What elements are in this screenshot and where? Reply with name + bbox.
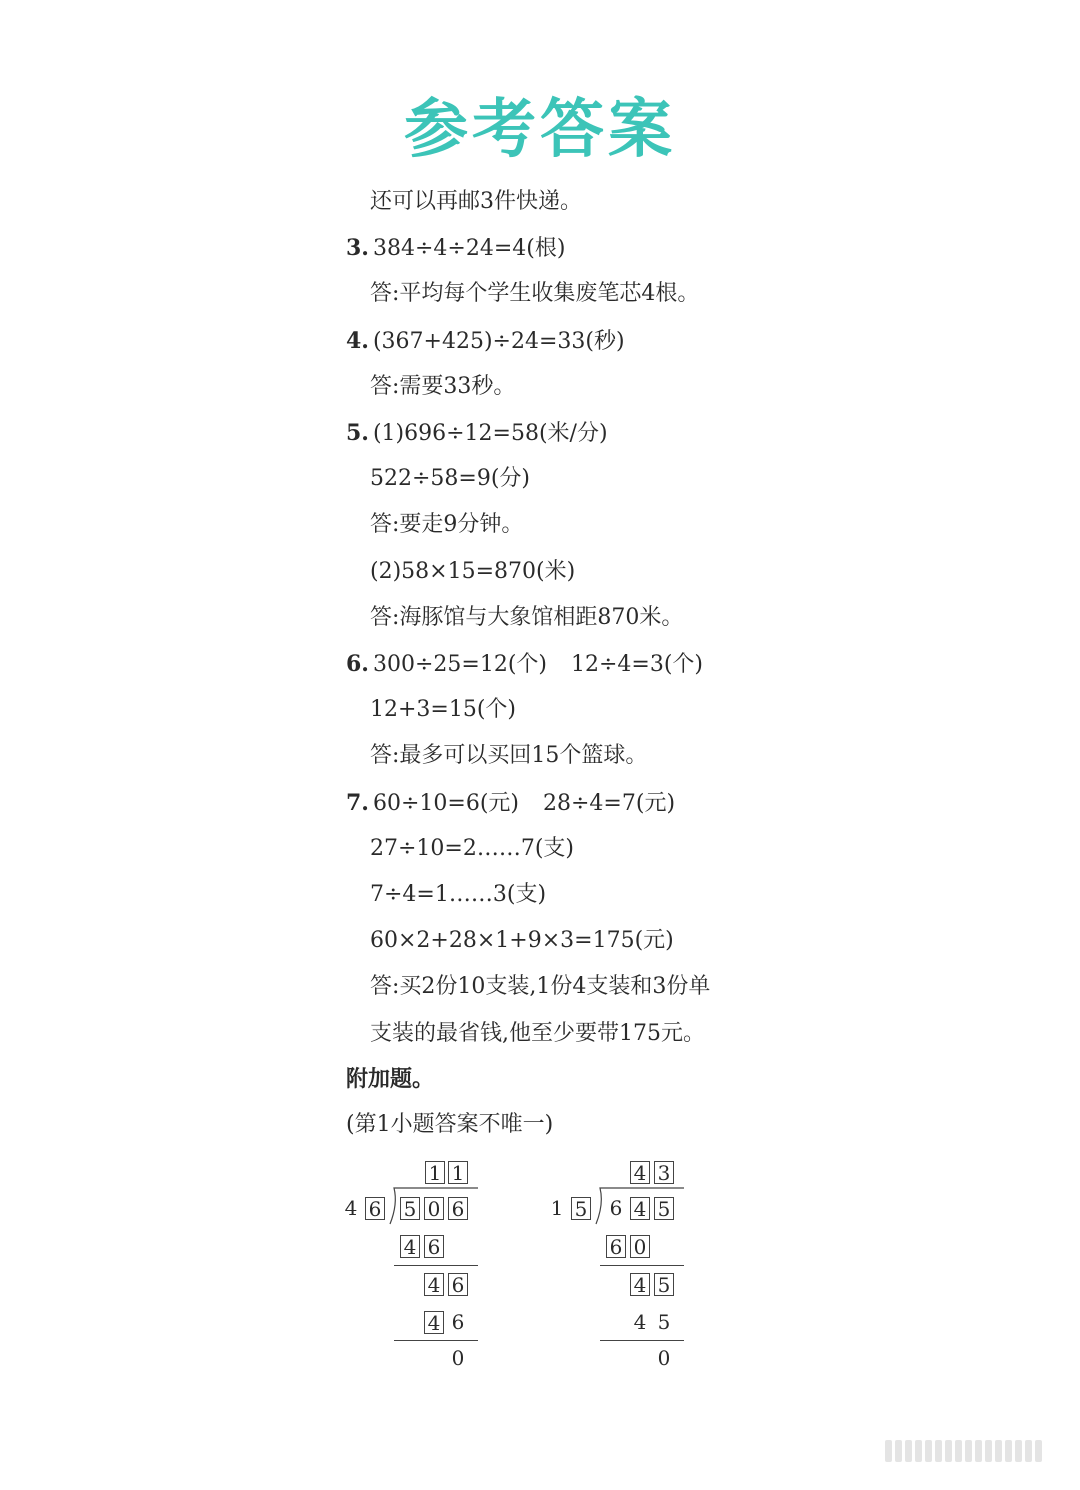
answer-text-second: 28÷4=7(元) (543, 791, 676, 816)
division-line (394, 1265, 478, 1266)
product-digit-box: 4 (424, 1311, 444, 1334)
answer-text: 60×2+28×1+9×3=175(元) (370, 928, 674, 953)
answer-line (370, 880, 546, 910)
answer-line (346, 649, 703, 680)
answer-text: (367+425)÷24=33(秒) (372, 329, 625, 354)
answer-text-second: 12÷4=3(个) (570, 652, 704, 677)
division-line (600, 1340, 684, 1341)
answer-line (370, 279, 699, 309)
answer-text: (1)696÷12=58(米/分) (372, 421, 608, 446)
question-number: 5. (346, 420, 369, 446)
final-remainder: 0 (657, 1346, 671, 1370)
final-remainder: 0 (451, 1346, 465, 1370)
answer-line (346, 418, 608, 449)
divisor-digit-box: 6 (365, 1197, 385, 1220)
remainder-digit-box: 6 (448, 1273, 468, 1296)
quotient-digit-box: 4 (630, 1161, 650, 1184)
page-title: 参考答案 (404, 93, 676, 167)
dividend-digit: 6 (609, 1196, 623, 1220)
divisor-digit: 4 (344, 1196, 358, 1220)
answer-text: 还可以再邮3件快递。 (370, 189, 582, 214)
remainder-digit-box: 4 (424, 1273, 444, 1296)
quotient-digit-box: 1 (425, 1161, 445, 1184)
product-digit-box: 6 (606, 1235, 626, 1258)
answer-text: 答:要走9分钟。 (370, 512, 524, 537)
dividend-digit-box: 0 (424, 1197, 444, 1220)
answer-text: 答:需要33秒。 (370, 374, 516, 399)
extra-heading: 附加题。 (346, 1066, 435, 1092)
question-number: 7. (346, 790, 369, 816)
answer-line (370, 557, 575, 587)
product-digit-box: 4 (400, 1235, 420, 1258)
answer-line (346, 233, 565, 264)
answer-line (370, 464, 530, 494)
answer-line (370, 372, 515, 402)
answer-line (370, 603, 683, 633)
answer-text: 384÷4÷24=4(根) (372, 236, 566, 261)
answer-text: 12+3=15(个) (370, 697, 517, 722)
answer-line (370, 187, 582, 217)
answer-text: 300÷25=12(个) (372, 652, 547, 677)
remainder-digit-box: 5 (654, 1273, 674, 1296)
answer-text: 60÷10=6(元) (372, 791, 519, 816)
divisor-digit-box: 5 (571, 1197, 591, 1220)
answer-line (370, 741, 647, 771)
answer-text: 答:平均每个学生收集废笔芯4根。 (370, 281, 700, 306)
answer-text: 522÷58=9(分) (370, 466, 531, 491)
division-line (394, 1340, 478, 1341)
watermark-bars (885, 1440, 1045, 1462)
dividend-digit-box: 5 (400, 1197, 420, 1220)
division-line (600, 1265, 684, 1266)
remainder-digit-box: 4 (630, 1273, 650, 1296)
dividend-digit-box: 6 (448, 1197, 468, 1220)
answer-line (370, 926, 674, 956)
quotient-digit-box: 3 (654, 1161, 674, 1184)
answer-text: (2)58×15=870(米) (370, 559, 576, 584)
answer-text: 支装的最省钱,他至少要带175元。 (370, 1021, 705, 1046)
question-number: 4. (346, 328, 369, 354)
answer-text: 答:买2份10支装,1份4支装和3份单 (370, 974, 711, 999)
extra-note: (第1小题答案不唯一) (346, 1112, 554, 1137)
product-digit-box: 6 (424, 1235, 444, 1258)
question-number: 6. (346, 651, 369, 677)
answer-text: 答:海豚馆与大象馆相距870米。 (370, 605, 684, 630)
answer-text: 7÷4=1……3(支) (370, 882, 547, 907)
answer-line (346, 788, 675, 819)
answer-line (370, 510, 523, 540)
product-digit: 5 (657, 1310, 671, 1334)
answer-line (370, 1019, 705, 1049)
answer-text: 答:最多可以买回15个篮球。 (370, 743, 648, 768)
answer-line (370, 834, 574, 864)
question-number: 3. (346, 235, 369, 261)
divisor-digit: 1 (550, 1196, 564, 1220)
answer-line (370, 972, 710, 1002)
product-digit-box: 0 (630, 1235, 650, 1258)
product-digit: 6 (451, 1310, 465, 1334)
answer-line (370, 695, 516, 725)
dividend-digit-box: 5 (654, 1197, 674, 1220)
answer-text: 27÷10=2……7(支) (370, 836, 575, 861)
dividend-digit-box: 4 (630, 1197, 650, 1220)
quotient-digit-box: 1 (448, 1161, 468, 1184)
product-digit: 4 (633, 1310, 647, 1334)
answer-line (346, 326, 625, 357)
